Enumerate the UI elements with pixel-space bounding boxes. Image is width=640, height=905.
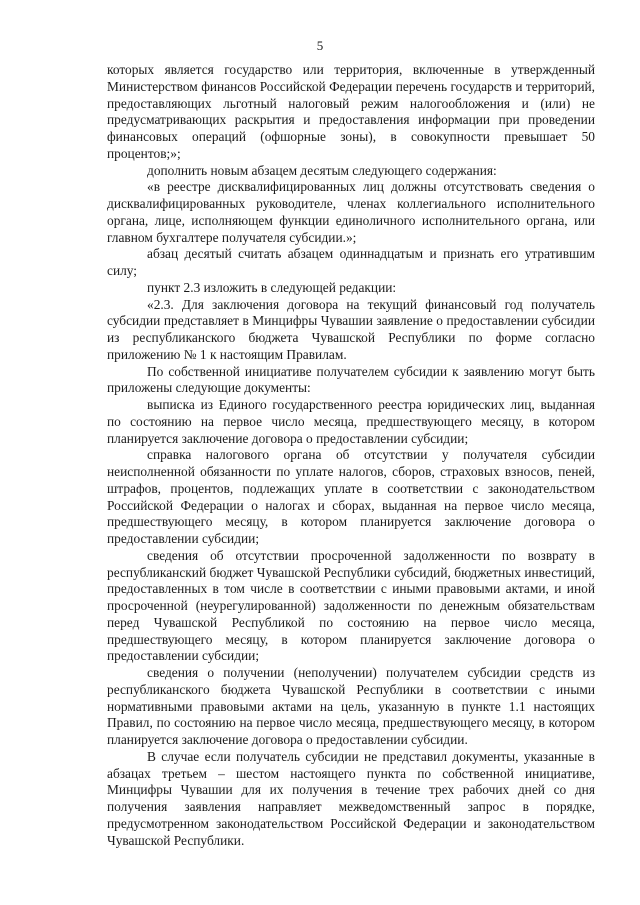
paragraph-continuation: которых является государство или территория, включенные в утвержденный Министерством финансов Российской Федерации перечень государств и территорий, предоставляющих льготный налоговый режим налогообложения и (или) не предусматривающих раскрытия и предоставления информации при проведении финансовых операций (офшорные зоны), в совокупности превышает 50 процентов;»; bbox=[107, 62, 595, 161]
paragraph: выписка из Единого государственного реестра юридических лиц, выданная по состоянию на первое число месяца, предшествующего месяцу, в котором планируется заключение договора о предоставлении субсидии; bbox=[107, 397, 595, 446]
paragraph: По собственной инициативе получателем субсидии к заявлению могут быть приложены следующие документы: bbox=[107, 363, 595, 396]
document-body bbox=[107, 62, 595, 849]
paragraph: В случае если получатель субсидии не представил документы, указанные в абзацах третьем – шестом настоящего пункта по собственной инициативе, Минцифры Чувашии для их получения в течение трех рабочих дней со дня получения заявления направляет межведомственный запрос в порядке, предусмотренном законодательством Российской Федерации и законодательством Чувашской Республики. bbox=[107, 748, 595, 848]
paragraph: сведения о получении (неполучении) получателем субсидии средств из республиканского бюджета Чувашской Республики в соответствии с иными нормативными правовыми актами на цель, указанную в пункте 1.1 настоящих Правил, по состоянию на первое число месяца, предшествующего месяцу, в котором планируется заключение договора о предоставлении субсидии. bbox=[107, 665, 595, 747]
paragraph: «в реестре дисквалифицированных лиц должны отсутствовать сведения о дисквалифицированных руководителе, членах коллегиального исполнительного органа, лице, исполняющем функции единоличного исполнительного органа, или главном бухгалтере получателя субсидии.»; bbox=[107, 179, 595, 245]
paragraph: «2.3. Для заключения договора на текущий финансовый год получатель субсидии представляет в Минцифры Чувашии заявление о предоставлении субсидии из республиканского бюджета Чувашской Республики по форме согласно приложению № 1 к настоящим Правилам. bbox=[107, 296, 595, 362]
paragraph: сведения об отсутствии просроченной задолженности по возврату в республиканский бюджет Чувашской Республики субсидий, бюджетных инвестиций, предоставленных в том числе в соответствии с иными правовыми актами, и иной просроченной (неурегулированной) задолженности по денежным обязательствам перед Чувашской Республикой по состоянию на первое число месяца, предшествующего месяцу, в котором планируется заключение договора о предоставлении субсидии; bbox=[107, 547, 595, 664]
paragraph: справка налогового органа об отсутствии у получателя субсидии неисполненной обязанности по уплате налогов, сборов, страховых взносов, пеней, штрафов, процентов, подлежащих уплате в соответствии с законодательством Российской Федерации о налогах и сборах, выданная на первое число месяца, предшествующего месяцу, в котором планируется заключение договора о предоставлении субсидии; bbox=[107, 447, 595, 546]
paragraph: дополнить новым абзацем десятым следующего содержания: bbox=[147, 162, 497, 178]
paragraph: пункт 2.3 изложить в следующей редакции: bbox=[147, 279, 397, 295]
paragraph: абзац десятый считать абзацем одиннадцатым и признать его утратившим силу; bbox=[107, 246, 595, 278]
page-number: 5 bbox=[316, 38, 324, 53]
